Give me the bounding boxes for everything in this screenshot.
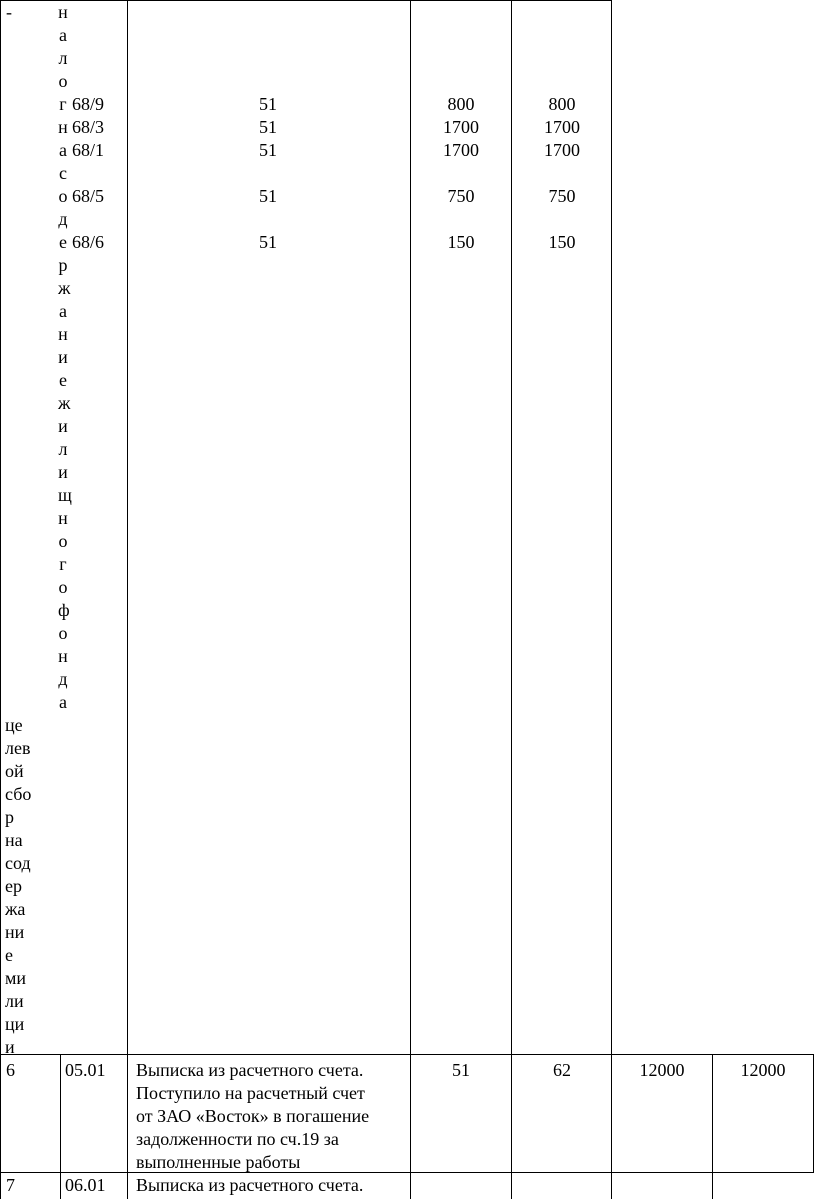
- dash-mark: -: [6, 2, 12, 22]
- vertical-letter: ж: [58, 278, 71, 298]
- vertical-letter: г: [59, 94, 67, 114]
- col-divider-4: [611, 0, 612, 1199]
- text-line: сод: [5, 853, 31, 873]
- narrow-column-text: [5, 714, 60, 1059]
- amount-1: 1700: [443, 140, 479, 160]
- vertical-letter: о: [58, 186, 68, 206]
- vertical-letter: о: [58, 531, 68, 551]
- row-date: 05.01: [65, 1060, 106, 1080]
- vertical-letter: р: [58, 255, 68, 275]
- vertical-letter: л: [58, 439, 68, 459]
- debit-account: 51: [452, 1060, 470, 1080]
- amount-1: 12000: [639, 1060, 685, 1080]
- description-line: от ЗАО «Восток» в погашение: [136, 1106, 370, 1126]
- top-border: [0, 0, 612, 1]
- text-line: ми: [5, 968, 27, 988]
- vertical-letter: с: [59, 163, 67, 183]
- col-divider-2: [410, 0, 411, 1199]
- text-line: е: [5, 945, 13, 965]
- vertical-letter: н: [58, 646, 68, 666]
- amount-1: 750: [447, 186, 475, 206]
- vertical-letter: и: [58, 347, 68, 367]
- text-line: сбо: [5, 784, 32, 804]
- vertical-letter: и: [58, 462, 68, 482]
- vertical-letter: н: [58, 508, 68, 528]
- vertical-letter: и: [58, 416, 68, 436]
- left-border: [0, 0, 1, 1199]
- amount-1: 800: [447, 94, 475, 114]
- description-line: выполненные работы: [136, 1152, 301, 1172]
- vertical-letter: ж: [58, 393, 71, 413]
- col-divider-3: [511, 0, 512, 1199]
- text-line: на: [5, 830, 23, 850]
- vertical-letter: а: [59, 25, 67, 45]
- amount-2: 1700: [544, 140, 580, 160]
- description-line: задолженности по сч.19 за: [136, 1129, 339, 1149]
- description-line: Выписка из расчетного счета.: [136, 1060, 364, 1080]
- vertical-letter: о: [58, 623, 68, 643]
- amount-2: 800: [548, 94, 576, 114]
- vertical-letter: а: [59, 692, 67, 712]
- vertical-letter: а: [59, 301, 67, 321]
- vertical-letter: д: [58, 669, 68, 689]
- vertical-letter: о: [58, 71, 68, 91]
- vertical-letter: е: [59, 232, 67, 252]
- text-line: и: [5, 1037, 15, 1057]
- credit-account: 51: [259, 232, 277, 252]
- row-date: 06.01: [65, 1175, 106, 1195]
- amount-2: 1700: [544, 117, 580, 137]
- credit-account: 51: [259, 117, 277, 137]
- vertical-letter: д: [58, 209, 68, 229]
- text-line: це: [5, 715, 23, 735]
- amount-2: 12000: [740, 1060, 786, 1080]
- vertical-letter: н: [58, 324, 68, 344]
- debit-account: 68/9: [72, 94, 105, 114]
- text-line: жа: [5, 899, 26, 919]
- vertical-letter: л: [58, 48, 68, 68]
- row-number: 7: [6, 1175, 15, 1195]
- text-line: ой: [5, 761, 24, 781]
- debit-account: 68/3: [72, 117, 105, 137]
- text-line: ни: [5, 922, 25, 942]
- credit-account: 62: [553, 1060, 571, 1080]
- text-line: ли: [5, 991, 24, 1011]
- vertical-letter: е: [59, 370, 67, 390]
- right-border-lower: [813, 1054, 814, 1173]
- credit-account: 51: [259, 186, 277, 206]
- amount-2: 750: [548, 186, 576, 206]
- vertical-letter: н: [58, 117, 68, 137]
- description-line: Поступило на расчетный счет: [136, 1083, 365, 1103]
- vertical-letter: г: [59, 554, 67, 574]
- vertical-text: [58, 1, 72, 714]
- row-line-1: [0, 1054, 814, 1055]
- vertical-letter: а: [59, 140, 67, 160]
- debit-account: 68/6: [72, 232, 105, 252]
- vertical-letter: н: [58, 2, 68, 22]
- vertical-letter: о: [58, 577, 68, 597]
- text-line: ер: [5, 876, 22, 896]
- vertical-letter: ф: [58, 600, 70, 620]
- col-divider-1: [127, 0, 128, 1199]
- credit-account: 51: [259, 94, 277, 114]
- debit-account: 68/5: [72, 186, 105, 206]
- credit-account: 51: [259, 140, 277, 160]
- num-col-divider: [60, 1054, 61, 1199]
- vertical-letter: щ: [58, 485, 72, 505]
- row-description: Выписка из расчетного счета.: [136, 1175, 364, 1195]
- text-line: р: [5, 807, 14, 827]
- text-line: ци: [5, 1014, 25, 1034]
- text-line: лев: [5, 738, 31, 758]
- amount-1: 1700: [443, 117, 479, 137]
- row-description: [136, 1059, 408, 1174]
- amount-2: 150: [548, 232, 576, 252]
- row-number: 6: [6, 1060, 15, 1080]
- debit-account: 68/1: [72, 140, 105, 160]
- amount-1: 150: [447, 232, 475, 252]
